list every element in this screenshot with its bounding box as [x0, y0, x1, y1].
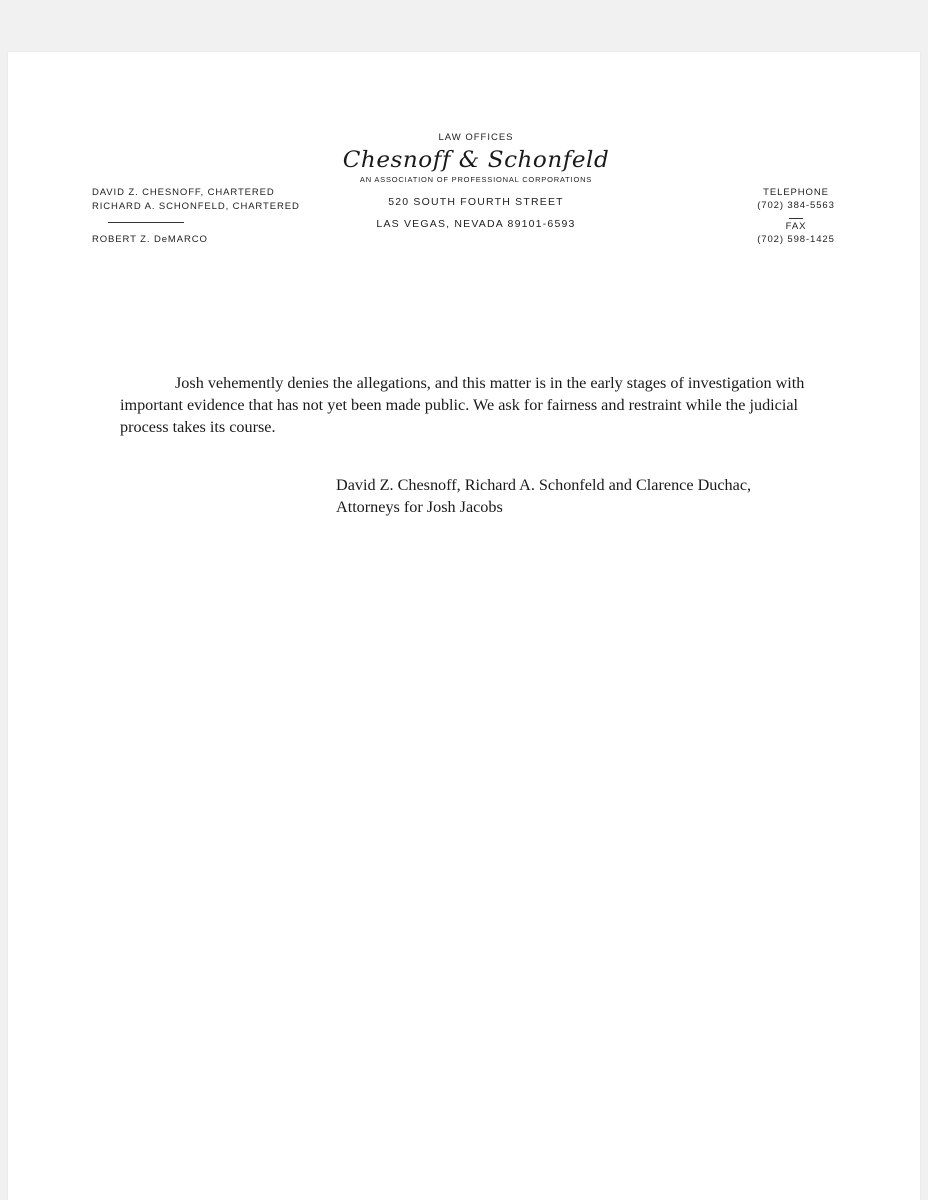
- attorney-name: ROBERT Z. DeMARCO: [92, 234, 208, 245]
- law-offices-label: LAW OFFICES: [438, 132, 514, 143]
- attorney-name: RICHARD A. SCHONFELD, CHARTERED: [92, 201, 300, 212]
- signature-block: [336, 474, 751, 518]
- firm-name-logo: Chesnoff & Schonfeld: [342, 148, 610, 173]
- firm-header: [326, 132, 626, 231]
- contact-info: [738, 186, 854, 246]
- divider: [789, 218, 803, 219]
- fax-number: (702) 598-1425: [757, 234, 835, 245]
- attorney-name: DAVID Z. CHESNOFF, CHARTERED: [92, 187, 275, 198]
- divider: [108, 222, 184, 223]
- attorney-list: [92, 186, 300, 247]
- city-address: LAS VEGAS, NEVADA 89101-6593: [376, 218, 576, 230]
- letter-page: [8, 52, 920, 1200]
- telephone-number: (702) 384-5563: [757, 200, 835, 211]
- telephone-label: TELEPHONE: [763, 187, 829, 198]
- signature-names: David Z. Chesnoff, Richard A. Schonfeld and Clarence Duchac,: [336, 476, 752, 494]
- signature-title: Attorneys for Josh Jacobs: [336, 498, 503, 516]
- fax-label: FAX: [785, 221, 807, 232]
- street-address: 520 SOUTH FOURTH STREET: [388, 196, 564, 208]
- statement-paragraph: Josh vehemently denies the allegations, and this matter is in the early stages of investigation with important evidence that has not yet been made public. We ask for fairness and restraint while the judicial process takes its course.: [120, 374, 805, 436]
- association-line: AN ASSOCIATION OF PROFESSIONAL CORPORATIONS: [359, 175, 593, 184]
